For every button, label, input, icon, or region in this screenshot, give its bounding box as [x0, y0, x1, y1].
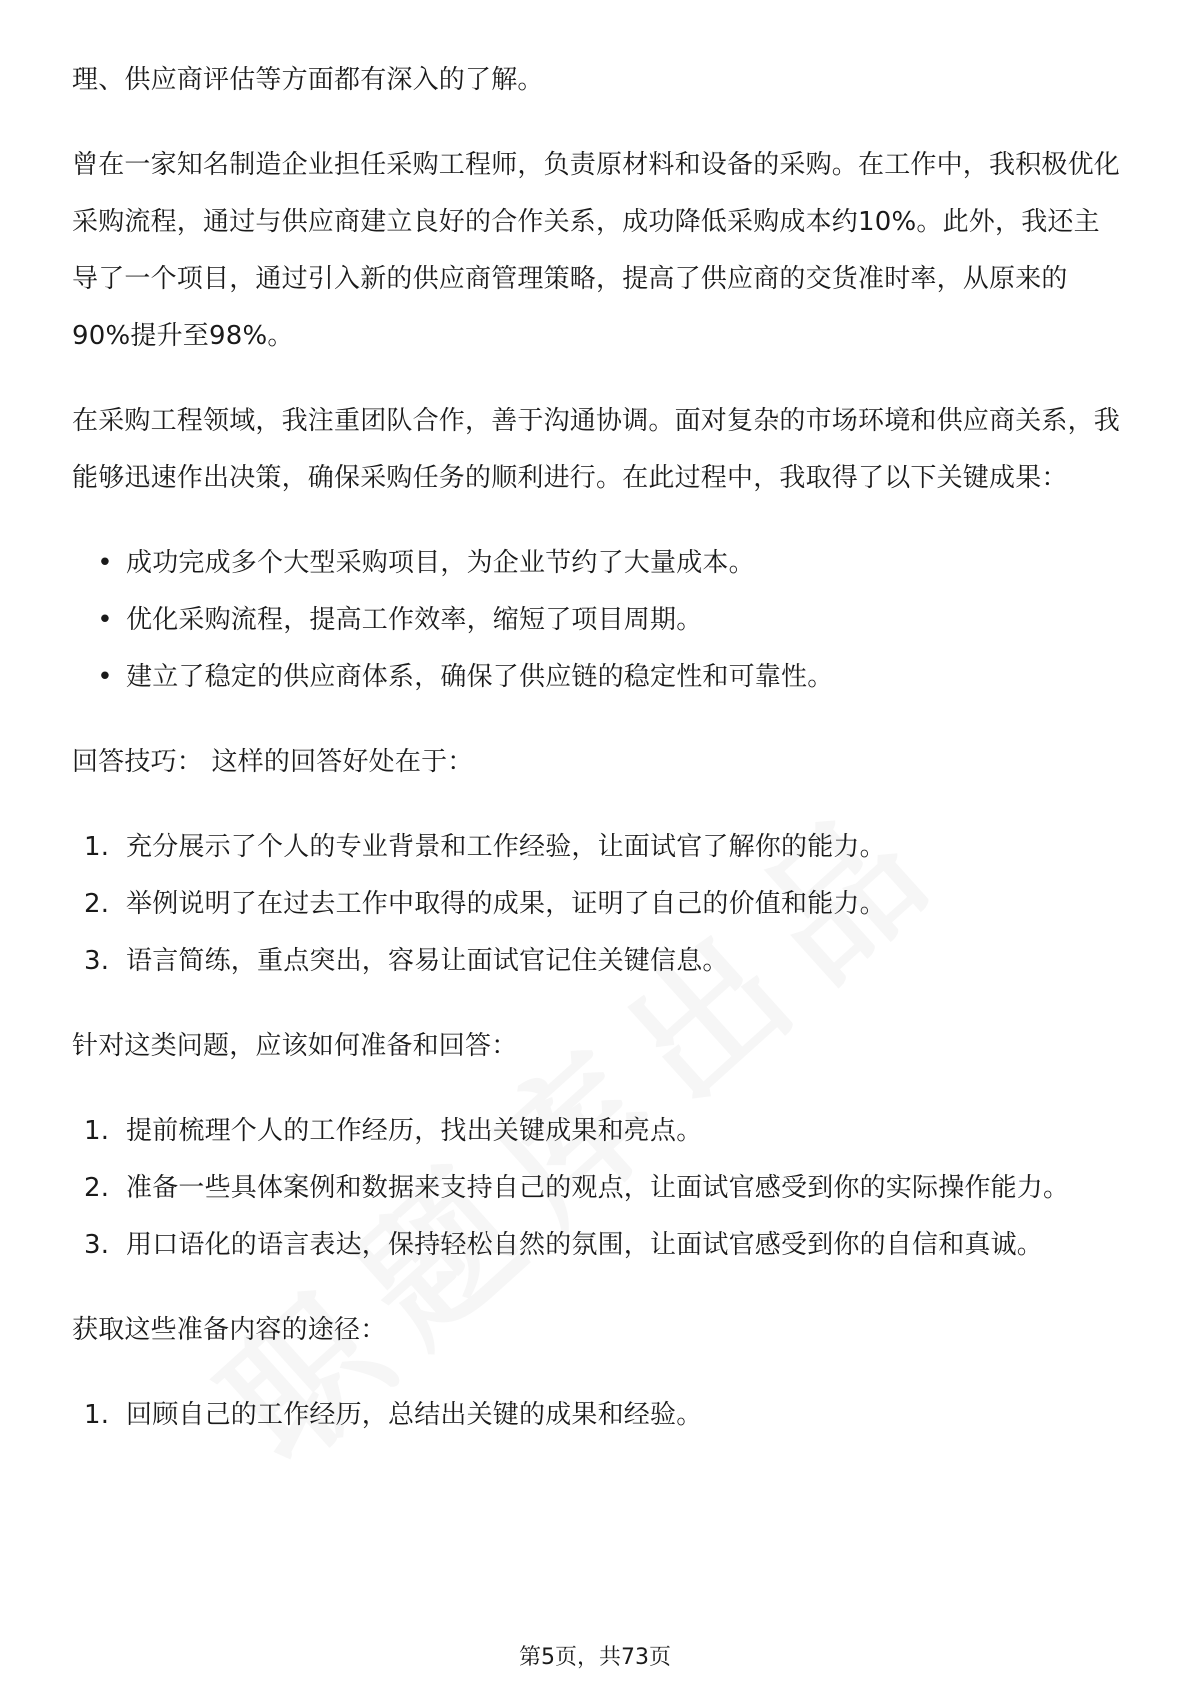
- tips-list: [72, 819, 1122, 990]
- list-item-text: 成功完成多个大型采购项目，为企业节约了大量成本。: [126, 548, 755, 578]
- list-item: [72, 592, 1122, 649]
- number-marker: 3.: [84, 946, 110, 976]
- number-marker: 3.: [84, 1230, 110, 1260]
- list-item-text: 建立了稳定的供应商体系，确保了供应链的稳定性和可靠性。: [126, 662, 834, 692]
- achievements-list: [72, 535, 1122, 706]
- document-body: [72, 52, 1122, 1472]
- paragraph: 曾在一家知名制造企业担任采购工程师，负责原材料和设备的采购。在工作中，我积极优化采购流程，通过与供应商建立良好的合作关系，成功降低采购成本约10%。此外，我还主导了一个项目，通过引入新的供应商管理策略，提高了供应商的交货准时率，从原来的90%提升至98%。: [72, 150, 1121, 351]
- sources-list: [72, 1387, 1122, 1444]
- number-marker: 1.: [84, 1400, 110, 1430]
- list-item-text: 举例说明了在过去工作中取得的成果，证明了自己的价值和能力。: [126, 889, 886, 919]
- number-marker: 1.: [84, 832, 110, 862]
- number-marker: 1.: [84, 1116, 110, 1146]
- section-heading: 获取这些准备内容的途径：: [72, 1315, 387, 1345]
- paragraph: 理、供应商评估等方面都有深入的了解。: [72, 65, 544, 95]
- prep-list: [72, 1103, 1122, 1274]
- bullet-marker: •: [97, 548, 113, 578]
- section-heading: 回答技巧： 这样的回答好处在于：: [72, 747, 474, 777]
- list-item-text: 优化采购流程，提高工作效率，缩短了项目周期。: [126, 605, 703, 635]
- number-marker: 2.: [84, 889, 110, 919]
- list-item: [72, 1387, 1122, 1444]
- list-item: [72, 876, 1122, 933]
- bullet-marker: •: [97, 662, 113, 692]
- list-item-text: 用口语化的语言表达，保持轻松自然的氛围，让面试官感受到你的自信和真诚。: [126, 1230, 1044, 1260]
- list-item-text: 回顾自己的工作经历，总结出关键的成果和经验。: [126, 1400, 703, 1430]
- list-item: [72, 1160, 1122, 1217]
- list-item: [72, 819, 1122, 876]
- list-item: [72, 535, 1122, 592]
- number-marker: 2.: [84, 1173, 110, 1203]
- section-heading: 针对这类问题，应该如何准备和回答：: [72, 1031, 518, 1061]
- list-item-text: 准备一些具体案例和数据来支持自己的观点，让面试官感受到你的实际操作能力。: [126, 1173, 1070, 1203]
- list-item-text: 语言简练，重点突出，容易让面试官记住关键信息。: [126, 946, 729, 976]
- bullet-marker: •: [97, 605, 113, 635]
- list-item: [72, 1217, 1122, 1274]
- page-number: 第5页，共73页: [519, 1645, 671, 1670]
- list-item: [72, 649, 1122, 706]
- list-item-text: 提前梳理个人的工作经历，找出关键成果和亮点。: [126, 1116, 703, 1146]
- list-item: [72, 1103, 1122, 1160]
- list-item: [72, 933, 1122, 990]
- paragraph: 在采购工程领域，我注重团队合作，善于沟通协调。面对复杂的市场环境和供应商关系，我能够迅速作出决策，确保采购任务的顺利进行。在此过程中，我取得了以下关键成果：: [72, 406, 1121, 493]
- list-item-text: 充分展示了个人的专业背景和工作经验，让面试官了解你的能力。: [126, 832, 886, 862]
